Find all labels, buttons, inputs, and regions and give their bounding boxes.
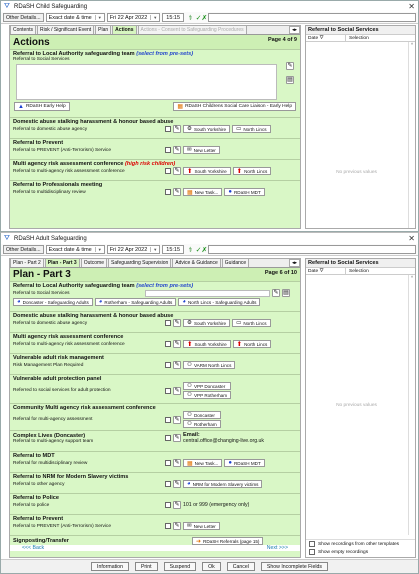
date-value: Fri 22 Apr 2022 xyxy=(109,246,148,253)
form-panel xyxy=(9,258,301,558)
section-subtitle: Referral for multidisciplinary review xyxy=(13,460,88,466)
row xyxy=(13,480,297,488)
btn-label: VPP Doncaster xyxy=(193,383,226,389)
tab-supervision[interactable]: Safeguarding Supervision xyxy=(108,259,171,267)
document-icon[interactable]: ▤ xyxy=(283,290,289,296)
dot-icon: ● xyxy=(228,460,232,466)
section-title: Complex Lives (Doncaster) xyxy=(13,432,86,439)
checkbox[interactable] xyxy=(309,549,315,555)
section-title: Referral to Prevent xyxy=(13,516,64,522)
option-empty-recordings[interactable] xyxy=(306,548,415,556)
section-title: Multi agency risk assessment conference xyxy=(13,334,124,340)
checkbox[interactable] xyxy=(165,341,171,347)
globe-icon: ◕ xyxy=(17,299,21,305)
row xyxy=(13,501,297,509)
section-prevent xyxy=(10,138,300,159)
section-subtitle: Referral to Social Services xyxy=(13,290,70,296)
tab-scroll-arrows[interactable]: ◂▸ xyxy=(289,259,300,267)
window-title: RDaSH Child Safeguarding xyxy=(14,3,88,10)
row xyxy=(13,537,297,545)
tab-guidance[interactable]: Guidance xyxy=(222,259,249,267)
vpp-button-stack xyxy=(183,382,231,399)
next-link[interactable]: Next >>> xyxy=(266,545,288,551)
link-icon: ⚙ xyxy=(187,126,192,132)
chevron-down-icon: ▼ xyxy=(95,247,102,252)
new-task-button[interactable] xyxy=(183,459,222,467)
north-lincs-button[interactable] xyxy=(233,167,272,175)
rdash-referrals-button[interactable] xyxy=(192,537,263,545)
btn-label: North Lincs - Safeguarding Adults xyxy=(187,299,257,305)
tab-contents[interactable]: Contents xyxy=(10,26,36,34)
edit-pencil-icon[interactable]: ✎ xyxy=(174,147,180,153)
checkbox[interactable] xyxy=(165,147,171,153)
north-lincs-button[interactable] xyxy=(233,340,272,348)
btn-label: North Lincs xyxy=(243,126,267,132)
col-date-label: Date xyxy=(308,269,319,274)
edit-pencil-icon[interactable]: ✎ xyxy=(174,189,180,195)
page-counter: Page 4 of 9 xyxy=(267,37,297,43)
globe-icon: ◕ xyxy=(182,299,186,305)
row xyxy=(13,298,297,306)
checkbox[interactable] xyxy=(165,417,171,423)
checkbox[interactable] xyxy=(165,435,171,441)
close-icon[interactable]: ✕ xyxy=(408,234,415,243)
ok-button[interactable]: Ok xyxy=(202,562,221,571)
row xyxy=(13,319,297,327)
arrow-up-icon: ⬆ xyxy=(187,168,193,175)
btn-label: NRM for Modern Slavery victims xyxy=(192,481,259,487)
title-bar xyxy=(1,233,418,244)
new-letter-button[interactable] xyxy=(183,522,220,530)
tab-plan[interactable]: Plan xyxy=(95,26,111,34)
form-panel xyxy=(9,25,301,229)
triangle-icon: ▲ xyxy=(18,103,24,110)
edit-pencil-icon[interactable]: ✎ xyxy=(174,523,180,529)
checkbox[interactable] xyxy=(165,168,171,174)
time-field[interactable]: 15:15 xyxy=(162,245,184,254)
datetime-mode-select[interactable] xyxy=(46,245,105,254)
row xyxy=(13,125,297,133)
arrow-up-icon: ⬆ xyxy=(236,168,243,175)
section-varm xyxy=(10,353,300,374)
section-vpp xyxy=(10,374,300,403)
section-title: Referral to MDT xyxy=(13,453,55,459)
adult-safeguarding-window xyxy=(0,232,419,574)
section-left xyxy=(13,433,163,444)
btn-label: New Letter xyxy=(193,523,216,529)
datetime-mode-select[interactable] xyxy=(46,13,105,22)
building-icon: ▦ xyxy=(177,104,184,110)
section-la-safeguarding xyxy=(10,49,300,117)
row xyxy=(13,361,297,369)
section-subtitle: Referral to multidisciplinary review xyxy=(13,189,86,195)
edit-pencil-icon[interactable]: ✎ xyxy=(174,387,180,394)
suspend-button[interactable]: Suspend xyxy=(164,562,196,571)
email-label: Email: xyxy=(183,432,200,438)
bottom-button-bar xyxy=(1,559,418,573)
document-icon: ▭ xyxy=(236,320,242,326)
datetime-mode-value: Exact date & time xyxy=(48,246,92,253)
section-subtitle: Referral to multi-agency support team xyxy=(13,438,94,444)
rotherham-adults-button[interactable] xyxy=(95,298,177,306)
main-area xyxy=(9,258,416,558)
section-marac xyxy=(10,159,300,180)
btn-label: VARM North Lincs xyxy=(193,362,232,368)
btn-label: Doncaster xyxy=(193,412,215,418)
section-subtitle: Referral for multi-agency assessment xyxy=(13,417,93,422)
section-subtitle: Referral to PREVENT (Anti-Terrorism) Service xyxy=(13,147,112,153)
section-nrm xyxy=(10,472,300,493)
scrollbar[interactable]: ^ xyxy=(408,42,415,228)
other-details-button[interactable]: Other Details... xyxy=(3,245,44,254)
north-lincs-adults-button[interactable] xyxy=(178,298,260,306)
print-button[interactable]: Print xyxy=(135,562,158,571)
edit-pencil-icon[interactable]: ✎ xyxy=(174,320,180,326)
liaison-label: RDaSH Childrens Social Care Liaison - Early Help xyxy=(185,104,292,109)
edit-pencil-icon[interactable]: ✎ xyxy=(174,416,180,423)
document-icon: ▭ xyxy=(236,126,242,132)
app-filter-icon: ⛛ xyxy=(4,235,10,242)
south-yorkshire-button[interactable] xyxy=(183,319,230,327)
stethoscope-icon[interactable]: ⚕ xyxy=(188,14,193,22)
btn-label: New Task... xyxy=(194,460,219,466)
task-icon: ▦ xyxy=(187,189,193,196)
other-details-button[interactable]: Other Details... xyxy=(3,13,44,22)
globe-icon: ◕ xyxy=(98,299,103,305)
section-subtitle: Referral to other agency xyxy=(13,481,65,487)
south-yorkshire-button[interactable] xyxy=(183,167,231,175)
checkbox[interactable] xyxy=(165,320,171,326)
tab-strip xyxy=(10,259,300,268)
liaison-button[interactable] xyxy=(173,102,296,111)
checkbox[interactable] xyxy=(165,502,171,508)
people-icon: ⚇ xyxy=(187,383,192,389)
edit-pencil-icon[interactable]: ✎ xyxy=(174,481,180,487)
section-title-text: Referral to Local Authority safeguarding team xyxy=(13,51,135,57)
filter-icon: ⛛ xyxy=(319,269,324,274)
section-subtitle: Referral to domestic abuse agency xyxy=(13,126,88,132)
doncaster-button[interactable] xyxy=(183,411,221,419)
tab-plan-part-3[interactable]: Plan - Part 3 xyxy=(45,259,80,267)
child-safeguarding-window xyxy=(0,0,419,232)
toolbar xyxy=(1,244,418,256)
checkbox[interactable] xyxy=(165,126,171,132)
checkbox[interactable] xyxy=(309,541,315,547)
tab-actions[interactable]: Actions xyxy=(112,26,136,34)
edit-pencil-icon[interactable]: ✎ xyxy=(174,126,180,132)
chevron-down-icon: ▼ xyxy=(150,247,157,252)
btn-label: VPP Rotherham xyxy=(193,392,228,398)
page-title: Plan - Part 3 xyxy=(13,269,71,280)
edit-pencil-icon[interactable]: ✎ xyxy=(287,63,293,69)
letter-icon: ✉ xyxy=(187,523,192,529)
section-title-text: Multi agency risk assessment conference xyxy=(13,161,124,167)
email-block xyxy=(183,432,264,444)
col-date[interactable] xyxy=(306,35,346,41)
chevron-down-icon: ▼ xyxy=(150,15,157,20)
section-subtitle: Referral to multi-agency risk assessment conference xyxy=(13,168,125,174)
row xyxy=(13,459,297,467)
new-letter-button[interactable] xyxy=(183,146,220,154)
btn-label: South Yorkshire xyxy=(194,168,227,174)
row xyxy=(13,146,297,154)
date-select[interactable] xyxy=(107,13,161,22)
tab-plan-part-2[interactable]: Plan - Part 2 xyxy=(10,259,44,267)
section-professionals xyxy=(10,180,300,201)
arrow-up-icon: ⬆ xyxy=(236,341,243,348)
varm-north-lincs-button[interactable] xyxy=(183,361,235,369)
information-button[interactable]: Information xyxy=(91,562,129,571)
letter-icon: ✉ xyxy=(187,147,192,153)
checkbox[interactable] xyxy=(165,481,171,487)
date-value: Fri 22 Apr 2022 xyxy=(109,14,148,21)
form-body xyxy=(10,268,300,557)
rdash-mdt-button[interactable] xyxy=(224,188,264,196)
checkbox[interactable] xyxy=(165,362,171,368)
row xyxy=(13,167,297,175)
tab-actions-consent[interactable]: Actions - Consent to Safeguarding Procedures xyxy=(138,26,247,34)
section-subtitle: Referred to social services for adult protection xyxy=(13,388,111,393)
section-mdt xyxy=(10,451,300,472)
email-address: central.office@changing-live.org.uk xyxy=(183,438,265,444)
section-la-safeguarding xyxy=(10,281,300,311)
rotherham-button[interactable] xyxy=(183,420,221,428)
page-header xyxy=(10,35,300,49)
toolbar-text-field[interactable] xyxy=(208,13,416,22)
col-selection[interactable]: Selection xyxy=(349,268,369,274)
south-yorkshire-button[interactable] xyxy=(183,125,230,133)
section-signposting xyxy=(10,535,300,545)
tab-scroll-arrows[interactable]: ◂▸ xyxy=(289,26,300,34)
early-help-label: RDaSH Early Help xyxy=(25,104,66,109)
vpp-doncaster-button[interactable] xyxy=(183,382,231,390)
form-body xyxy=(10,35,300,228)
toolbar xyxy=(1,12,418,24)
main-area xyxy=(9,25,416,229)
scrollbar[interactable]: ^ xyxy=(408,275,415,535)
btn-label: RDaSH MDT xyxy=(233,189,261,195)
section-note: (select from pre-sets) xyxy=(136,51,194,57)
section-domestic-abuse xyxy=(10,311,300,332)
new-task-button[interactable] xyxy=(183,188,222,196)
option-label: Show empty recordings xyxy=(318,549,369,555)
btn-label: North Lincs xyxy=(244,341,268,347)
social-services-field[interactable] xyxy=(145,290,270,297)
window-title: RDaSH Adult Safeguarding xyxy=(14,235,87,242)
tab-advice[interactable]: Advice & Guidance xyxy=(172,259,221,267)
people-icon: ⚇ xyxy=(187,362,192,368)
section-title: Domestic abuse stalking harassment & honour based abuse xyxy=(13,313,174,319)
option-other-templates[interactable] xyxy=(306,540,415,548)
section-title: Signposting/Transfer xyxy=(13,538,69,544)
row xyxy=(13,432,297,444)
link-icon: ⚙ xyxy=(187,320,192,326)
edit-pencil-icon[interactable]: ✎ xyxy=(174,460,180,466)
people-icon: ⚇ xyxy=(187,421,192,427)
early-help-button[interactable] xyxy=(14,102,70,111)
history-title: Referral to Social Services xyxy=(306,26,415,35)
edit-pencil-icon[interactable]: ✎ xyxy=(273,290,279,296)
task-icon: ▦ xyxy=(187,460,193,467)
section-community-marac xyxy=(10,403,300,430)
section-marac xyxy=(10,332,300,353)
cancel-button[interactable]: Cancel xyxy=(227,562,255,571)
edit-pencil-icon[interactable]: ✎ xyxy=(174,341,180,347)
option-label: Show recordings from other templates xyxy=(318,541,400,547)
button-row xyxy=(13,102,297,111)
section-domestic-abuse xyxy=(10,117,300,138)
section-subtitle: Risk Management Plan Required xyxy=(13,362,84,368)
tab-strip xyxy=(10,26,300,35)
globe-icon: ◕ xyxy=(187,481,191,487)
section-title: Referral to Police xyxy=(13,495,60,501)
history-panel xyxy=(305,258,416,558)
page-header xyxy=(10,268,300,281)
north-lincs-button[interactable] xyxy=(232,319,270,327)
col-date[interactable] xyxy=(306,268,346,274)
close-icon[interactable]: ✕ xyxy=(408,2,415,11)
police-phone: 101 or 999 (emergency only) xyxy=(183,502,250,508)
history-panel xyxy=(305,25,416,229)
history-options xyxy=(306,539,415,556)
checkbox[interactable] xyxy=(165,388,171,394)
doncaster-adults-button[interactable] xyxy=(13,298,93,306)
section-title: Domestic abuse stalking harassment & honour based abuse xyxy=(13,119,174,125)
btn-label: South Yorkshire xyxy=(193,126,227,132)
toolbar-text-field[interactable] xyxy=(208,245,416,254)
checkbox[interactable] xyxy=(165,189,171,195)
section-subtitle: Referral to PREVENT (Anti-Terrorism) Service xyxy=(13,523,112,529)
document-icon[interactable]: ▤ xyxy=(287,77,293,83)
edit-pencil-icon[interactable]: ✎ xyxy=(174,502,180,508)
section-note: (select from pre-sets) xyxy=(136,283,194,289)
stethoscope-icon[interactable]: ⚕ xyxy=(188,246,193,254)
page-counter: Page 6 of 10 xyxy=(264,270,297,276)
time-field[interactable]: 15:15 xyxy=(162,13,184,22)
row xyxy=(13,289,297,297)
vpp-rotherham-button[interactable] xyxy=(183,391,231,399)
check-x-icon[interactable]: ✓✗ xyxy=(195,246,208,254)
btn-label: North Lincs xyxy=(244,168,268,174)
arrow-right-icon: ➜ xyxy=(196,538,202,545)
page-title: Actions xyxy=(13,36,50,48)
section-prevent xyxy=(10,514,300,535)
row xyxy=(13,522,297,530)
section-title: Referral to NRM for Modern Slavery victims xyxy=(13,474,129,480)
arrow-up-icon: ⬆ xyxy=(187,341,193,348)
section-title: Referral to Prevent xyxy=(13,140,64,146)
people-icon: ⚇ xyxy=(187,392,192,398)
section-warning: (high risk children) xyxy=(124,161,176,167)
datetime-mode-value: Exact date & time xyxy=(48,14,92,21)
people-icon: ⚇ xyxy=(187,412,192,418)
btn-label: North Lincs xyxy=(243,320,267,326)
edit-pencil-icon[interactable]: ✎ xyxy=(174,168,180,174)
south-yorkshire-button[interactable] xyxy=(183,340,231,348)
dot-icon: ● xyxy=(228,189,232,195)
section-subtitle: Referral to police xyxy=(13,502,50,508)
section-title: Referral to Professionals meeting xyxy=(13,182,103,188)
history-columns xyxy=(306,35,415,42)
checkbox[interactable] xyxy=(165,523,171,529)
edit-pencil-icon[interactable]: ✎ xyxy=(174,435,180,441)
filter-icon: ⛛ xyxy=(319,36,324,41)
section-subtitle: Referral to multi-agency risk assessment conference xyxy=(13,341,125,347)
tab-outcome[interactable]: Outcome xyxy=(81,259,107,267)
history-title: Referral to Social Services xyxy=(306,259,415,268)
row xyxy=(13,188,297,196)
social-services-notes[interactable] xyxy=(16,64,277,100)
chevron-down-icon: ▼ xyxy=(95,15,102,20)
btn-label: New Letter xyxy=(193,147,216,153)
title-bar xyxy=(1,1,418,12)
back-link[interactable]: <<< Back xyxy=(22,545,45,551)
section-subtitle: Referral to Social Services xyxy=(13,57,70,62)
section-title-text: Referral to Local Authority safeguarding team xyxy=(13,283,135,289)
row xyxy=(13,411,297,428)
app-filter-icon: ⛛ xyxy=(4,3,10,10)
row xyxy=(13,340,297,348)
community-button-stack xyxy=(183,411,221,428)
section-subtitle: Referral to domestic abuse agency xyxy=(13,320,88,326)
history-columns xyxy=(306,268,415,275)
section-title: Community Multi agency risk assessment conference xyxy=(13,405,156,411)
date-select[interactable] xyxy=(107,245,161,254)
edit-pencil-icon[interactable]: ✎ xyxy=(174,362,180,368)
btn-label: Rotherham xyxy=(193,421,217,427)
btn-label: RDaSH MDT xyxy=(233,460,261,466)
page-nav xyxy=(10,545,300,551)
btn-label: South Yorkshire xyxy=(194,341,227,347)
section-complex-lives xyxy=(10,430,300,451)
col-date-label: Date xyxy=(308,36,319,41)
section-title: Vulnerable adult protection panel xyxy=(13,376,102,382)
north-lincs-button[interactable] xyxy=(232,125,270,133)
btn-label: South Yorkshire xyxy=(193,320,227,326)
btn-label: RDaSH Referrals (page 15) xyxy=(203,538,260,544)
section-police xyxy=(10,493,300,514)
show-incomplete-button[interactable]: Show Incomplete Fields xyxy=(261,562,328,571)
check-x-icon[interactable]: ✓✗ xyxy=(195,14,208,22)
row xyxy=(13,382,297,399)
rdash-mdt-button[interactable] xyxy=(224,459,264,467)
btn-label: New Task... xyxy=(194,189,219,195)
section-title: Vulnerable adult risk management xyxy=(13,355,104,361)
col-selection[interactable]: Selection xyxy=(349,35,369,41)
checkbox[interactable] xyxy=(165,460,171,466)
nrm-button[interactable] xyxy=(183,480,262,488)
history-empty-text: No previous values xyxy=(336,170,377,175)
tab-risk[interactable]: Risk / Significant Event xyxy=(37,26,94,34)
btn-label: Rotherham - Safeguarding Adults xyxy=(104,299,173,305)
history-empty-text: No previous values xyxy=(336,403,377,408)
btn-label: Doncaster - Safeguarding Adults xyxy=(22,299,89,305)
